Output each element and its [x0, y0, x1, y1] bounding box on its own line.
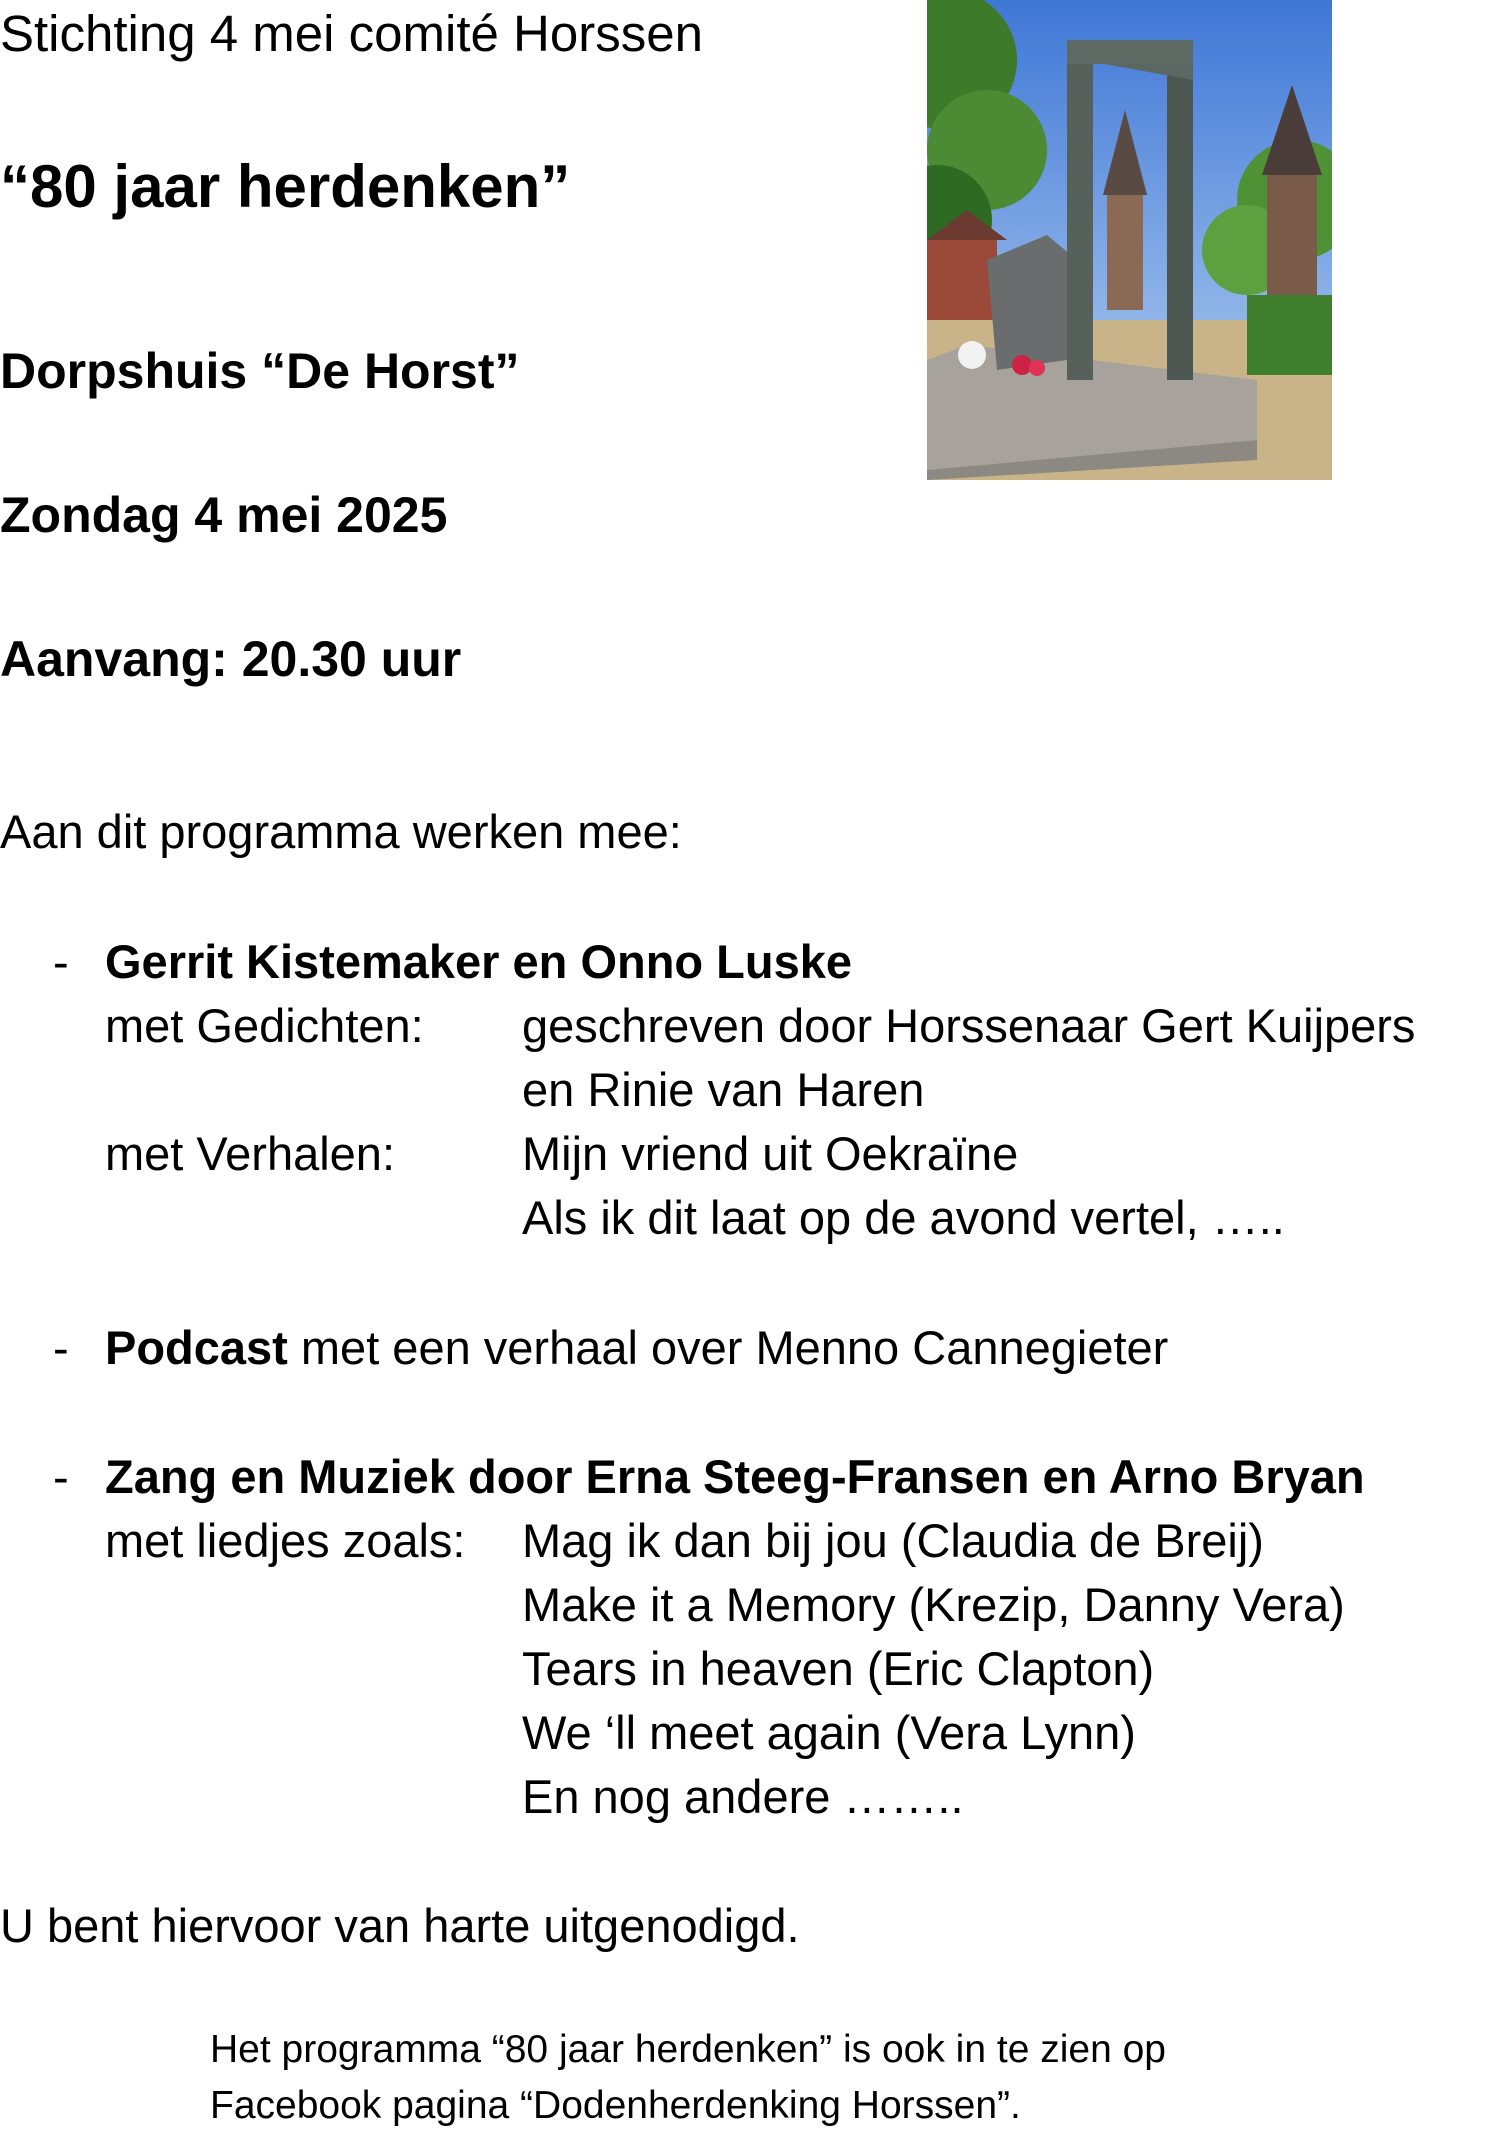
song-line: Tears in heaven (Eric Clapton) [522, 1642, 1155, 1695]
item-music-title: Zang en Muziek door Erna Steeg-Fransen en Arno Bryan [105, 1450, 1365, 1503]
event-title: “80 jaar herdenken” [0, 153, 571, 220]
bullet-dash: - [53, 1450, 69, 1503]
podcast-description: met een verhaal over Menno Cannegieter [287, 1321, 1169, 1374]
venue: Dorpshuis “De Horst” [0, 343, 520, 399]
stories-label: met Verhalen: [105, 1127, 396, 1180]
bullet-dash: - [53, 1321, 69, 1374]
song-line: En nog andere …….. [522, 1770, 964, 1823]
song-line: Mag ik dan bij jou (Claudia de Breij) [522, 1514, 1264, 1567]
story-line: Als ik dit laat op de avond vertel, ….. [522, 1191, 1285, 1244]
song-line: We ‘ll meet again (Vera Lynn) [522, 1706, 1136, 1759]
monument-photo-icon [927, 0, 1332, 480]
start-time: Aanvang: 20.30 uur [0, 631, 462, 687]
monument-photo [927, 0, 1332, 480]
podcast-title: Podcast [105, 1321, 288, 1374]
poem-line: en Rinie van Haren [522, 1063, 925, 1116]
poems-label: met Gedichten: [105, 999, 424, 1052]
event-date: Zondag 4 mei 2025 [0, 487, 448, 543]
songs-label: met liedjes zoals: [105, 1514, 466, 1567]
song-line: Make it a Memory (Krezip, Danny Vera) [522, 1578, 1345, 1631]
item-performers-title: Gerrit Kistemaker en Onno Luske [105, 935, 853, 988]
organization-name: Stichting 4 mei comité Horssen [0, 5, 703, 62]
item-podcast [105, 1320, 1168, 1375]
poem-line: geschreven door Horssenaar Gert Kuijpers [522, 999, 1416, 1052]
bullet-dash: - [53, 935, 69, 988]
footer-line: Facebook pagina “Dodenherdenking Horssen”. [210, 2084, 1021, 2127]
footer-line: Het programma “80 jaar herdenken” is ook in te zien op [210, 2028, 1166, 2071]
invitation-text: U bent hiervoor van harte uitgenodigd. [0, 1899, 800, 1952]
story-line: Mijn vriend uit Oekraïne [522, 1127, 1019, 1180]
program-intro: Aan dit programma werken mee: [0, 805, 682, 858]
